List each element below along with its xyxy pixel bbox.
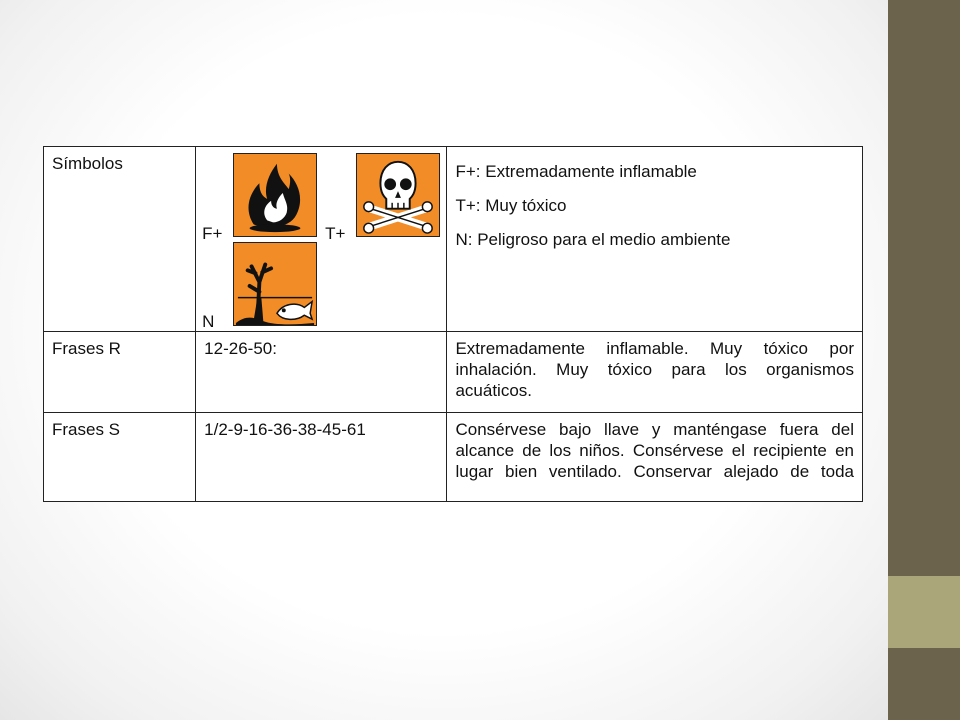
dead-tree-fish-icon xyxy=(233,242,317,326)
hazard-table xyxy=(43,146,863,502)
flame-icon xyxy=(233,153,317,237)
r-phrase-text: Extremadamente inflamable. Muy tóxico por inhalación. Muy tóxico para los organismos acuáticos. xyxy=(447,332,863,413)
side-band-middle xyxy=(888,576,960,648)
row-label: Frases S xyxy=(44,413,196,502)
symbols-descriptions xyxy=(447,147,863,332)
side-band-top xyxy=(888,0,960,576)
side-band-bottom xyxy=(888,648,960,720)
symbol-description-f-plus: F+: Extremadamente inflamable xyxy=(455,162,697,181)
pictogram-code-f-plus: F+ xyxy=(202,224,223,243)
symbol-description-t-plus: T+: Muy tóxico xyxy=(455,196,567,215)
row-label: Frases R xyxy=(44,332,196,413)
row-label: Símbolos xyxy=(44,147,196,332)
table-row-frases-s xyxy=(44,413,863,502)
s-phrase-code: 1/2-9-16-36-38-45-61 xyxy=(196,413,447,502)
pictogram-code-t-plus: T+ xyxy=(325,224,346,243)
pictograms-cell xyxy=(196,147,447,332)
table-row-simbolos xyxy=(44,147,863,332)
table-row-frases-r xyxy=(44,332,863,413)
skull-crossbones-icon xyxy=(356,153,440,237)
pictogram-code-n: N xyxy=(202,312,215,331)
s-phrase-text: Consérvese bajo llave y manténgase fuera del alcance de los niños. Consérvese el recipiente en lugar bien ventilado. Conservar alejado de toda xyxy=(447,413,863,502)
r-phrase-code: 12-26-50: xyxy=(196,332,447,413)
symbol-description-n: N: Peligroso para el medio ambiente xyxy=(455,230,731,249)
